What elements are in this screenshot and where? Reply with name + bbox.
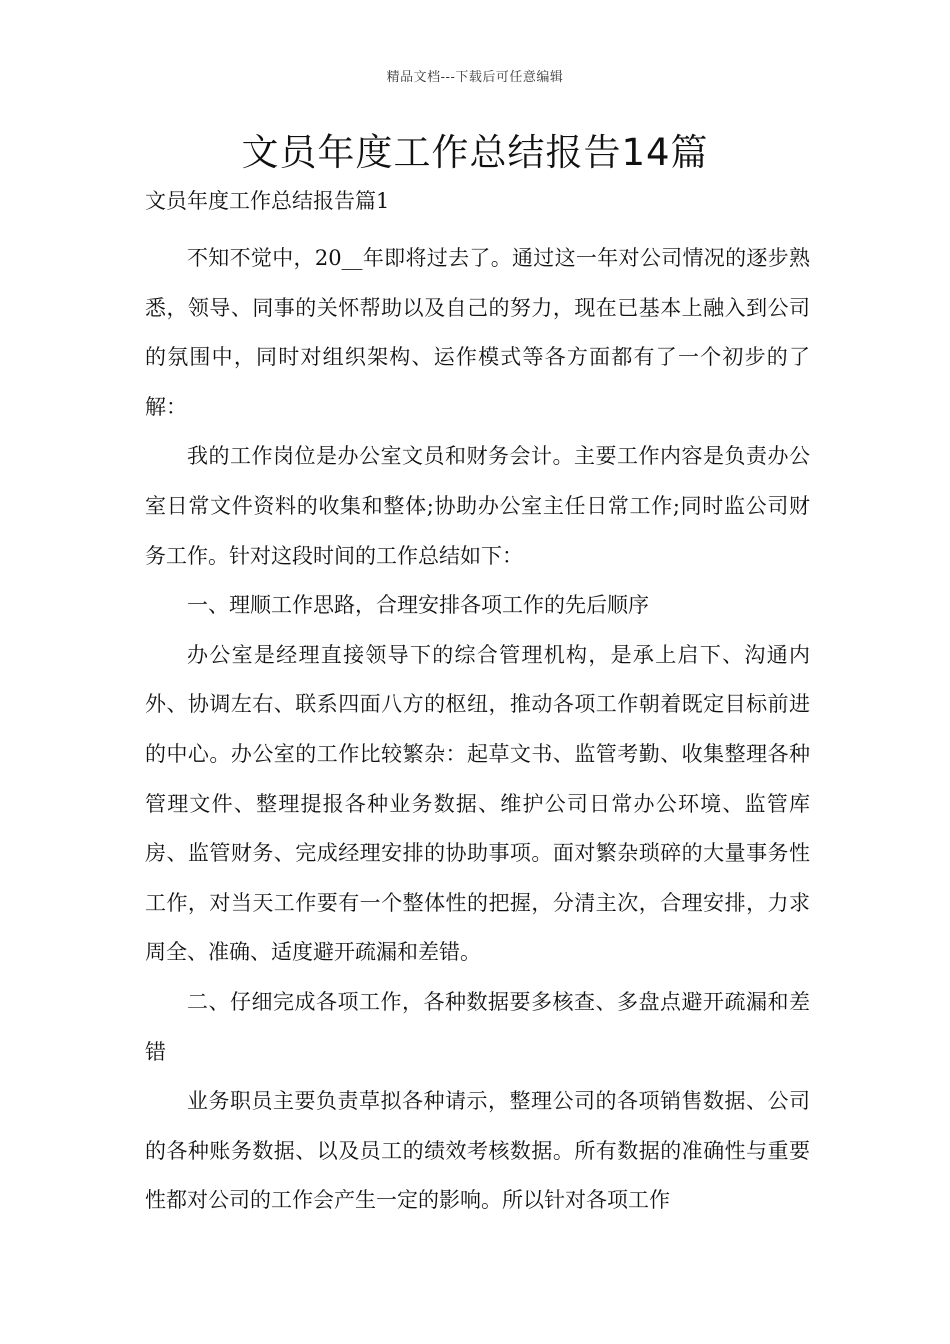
paragraph-office-role: 办公室是经理直接领导下的综合管理机构，是承上启下、沟通内外、协调左右、联系四面八方的枢纽，推动各项工作朝着既定目标前进的中心。办公室的工作比较繁杂：起草文书、监管考勤、收集整理各种管理文件、整理提报各种业务数据、维护公司日常办公环境、监管库房、监管财务、完成经理安排的协助事项。面对繁杂琐碎的大量事务性工作，对当天工作要有一个整体性的把握，分清主次，合理安排，力求周全、准确、适度避开疏漏和差错。 <box>145 642 810 965</box>
header-note: 精品文档---下载后可任意编辑 <box>386 70 564 85</box>
subheading-one: 一、理顺工作思路，合理安排各项工作的先后顺序 <box>187 593 649 618</box>
paragraph-intro: 不知不觉中，20__年即将过去了。通过这一年对公司情况的逐步熟悉，领导、同事的关怀帮助以及自己的努力，现在已基本上融入到公司的氛围中，同时对组织架构、运作模式等各方面都有了一个初步的了解： <box>145 246 810 419</box>
document-title: 文员年度工作总结报告14篇 <box>241 131 709 174</box>
paragraph-job-duties: 我的工作岗位是办公室文员和财务会计。主要工作内容是负责办公室日常文件资料的收集和整体;协助办公室主任日常工作;同时监公司财务工作。针对这段时间的工作总结如下： <box>145 444 810 568</box>
paragraph-business-staff: 业务职员主要负责草拟各种请示，整理公司的各项销售数据、公司的各种账务数据、以及员工的绩效考核数据。所有数据的准确性与重要性都对公司的工作会产生一定的影响。所以针对各项工作 <box>145 1089 810 1213</box>
section-heading: 文员年度工作总结报告篇1 <box>145 189 390 213</box>
document-body <box>145 184 810 1226</box>
subheading-two: 二、仔细完成各项工作，各种数据要多核查、多盘点避开疏漏和差错 <box>145 989 810 1064</box>
